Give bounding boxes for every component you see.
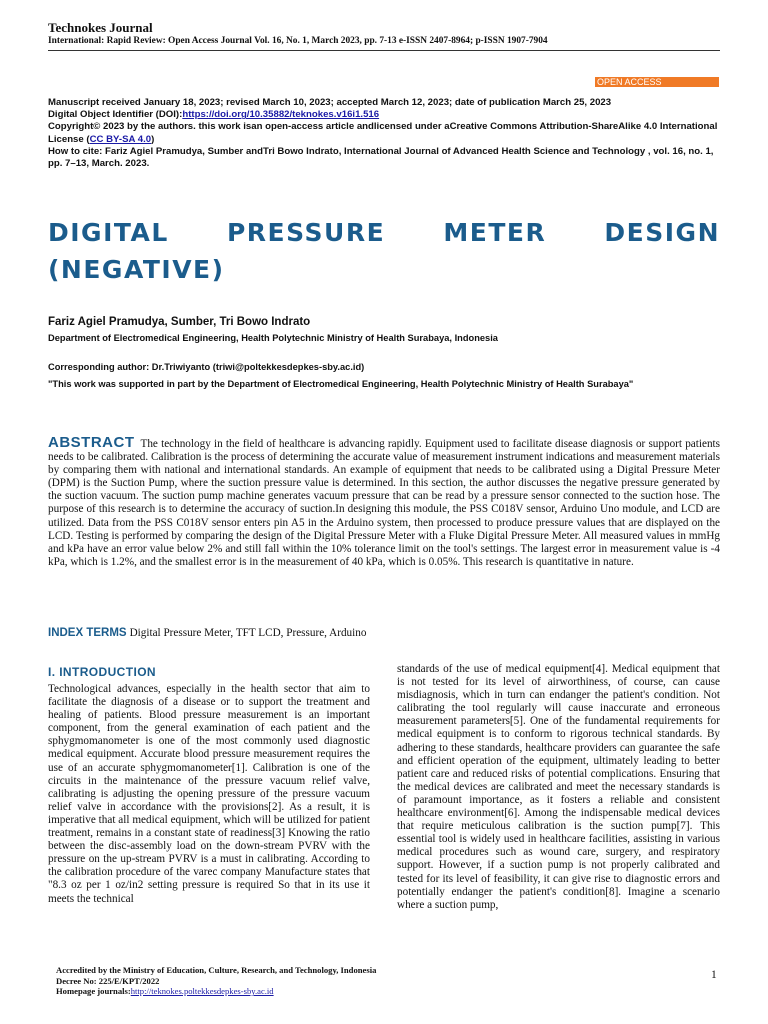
copyright-text: Copyright© 2023 by the authors. this work isan open-access article andlicensed under aCreative Commons Attribution-ShareAlike 4.0 International License ( bbox=[48, 121, 718, 145]
page-number: 1 bbox=[711, 969, 717, 981]
copyright-line bbox=[48, 121, 720, 145]
open-access-badge: OPEN ACCESS bbox=[595, 77, 719, 87]
introduction-heading: I. INTRODUCTION bbox=[48, 665, 156, 679]
abstract-text: The technology in the field of healthcare is advancing rapidly. Equipment used to facilitate disease diagnosis or support patients needs to be calibrated. Calibration is the process of determining the accurate value of measurement instrument indications and measurement materials by comparing them with national and international standards. An example of equipment that needs to be calibrated using a Digital Pressure Meter (DPM) is the Suction Pump, where the suction pressure value is determined. In this section, the author discusses the negative pressure generated by the suction vacuum. The suction pump machine generates vacuum pressure that can be read by a pressure sensor connected to the suction hose. The purpose of this research is to determine the accuracy of suction.In designing this module, the PSS C018V sensor, Arduino Uno module, and LCD are utilized. Data from the PSS C018V sensor enters pin A5 in the Arduino system, then processed to produce pressure values that are displayed on the LCD. Testing is performed by comparing the design of the Digital Pressure Meter with a Fluke Digital Pressure Meter. All measured values in mmHg and kPa have an error value below 2% and still fall within the 10% tolerance limit on the tool's settings. The largest error in measurement value is -4 kPa, which is 1.2%, and the smallest error is in the measurement of 40 kPa, which is 0.05%. This research is quantitative in nature. bbox=[48, 438, 720, 568]
journal-name: Technokes Journal bbox=[48, 20, 153, 35]
introduction-left-column: Technological advances, especially in the health sector that aim to facilitate the diagnosis of a disease or to support the treatment and healing of patients. Blood pressure measurement is an important component, from the general examination of each patient and the sphygmomanometer is one of the most commonly used diagnostic medical equipment. Accurate blood pressure measurement requires the use of an accurate sphygmomanometer[1]. Calibration is one of the circuits in the maintenance of the pressure vacuum relief valve, calibrating is adjusting the opening pressure of the pressure vacuum relief valve in accordance with the provisions[2]. As a result, it is imperative that all medical equipment, which will be utilized for patient treatment, remains in a constant state of readiness[3] Knowing the ratio between the disc-assembly load on the down-stream PVRV with the pressure on the up-stream PVRV is a must in calibrating. According to the calibration procedure of the varec company Manufacture states that "8.3 oz per 1 oz/in2 setting pressure is required So that in its use it meets the technical bbox=[48, 683, 370, 905]
homepage-link[interactable]: http://teknokes.poltekkesdepkes-sby.ac.id bbox=[130, 986, 274, 997]
abstract bbox=[48, 436, 720, 569]
article-title: DIGITAL PRESSURE METER DESIGN (NEGATIVE) bbox=[48, 218, 720, 284]
doi-link[interactable]: https://doi.org/10.35882/teknokes.v16i1.516 bbox=[182, 109, 380, 121]
index-terms bbox=[48, 627, 720, 639]
introduction-right-column: standards of the use of medical equipment[4]. Medical equipment that is not tested for its level of airworthiness, of course, can cause misdiagnosis, which in turn can endanger the patient's condition. Not calibrating the tool regularly will cause inaccurate and erroneous measurement parameters[5]. One of the fundamental requirements for medical equipment is to conform to rigorous technical standards. By adhering to these standards, healthcare providers can guarantee the safe and efficient operation of the equipment, ultimately leading to better patient care and reduced risks of potential complications. Ensuring that the medical devices are calibrated and meet the necessary standards is of paramount importance, as it fosters a reliable and consistent healthcare environment[6]. Among the indispensable medical devices that require meticulous calibration is the suction pump[7]. This essential tool is widely used in healthcare facilities, assisting in various medical procedures such as wound care, surgery, and respiratory support. However, if a suction pump is not properly calibrated and tested for its level of feasibility, it can give rise to diagnostic errors and potentially endanger the patient's condition[8]. Imagine a scenario where a suction pump, bbox=[397, 663, 720, 911]
doi-line bbox=[48, 109, 720, 121]
affiliation: Department of Electromedical Engineering, Health Polytechnic Ministry of Health Surabaya, Indonesia bbox=[48, 333, 498, 343]
decree: Decree No: 225/E/KPT/2022 bbox=[56, 975, 160, 986]
journal-info: International: Rapid Review: Open Access Journal Vol. 16, No. 1, March 2023, pp. 7-13 e-ISSN 2407-8964; p-ISSN 1907-7904 bbox=[48, 36, 548, 46]
article-metadata bbox=[48, 97, 720, 170]
homepage-label: Homepage journals: bbox=[56, 986, 131, 997]
corresponding-author: Corresponding author: Dr.Triwiyanto (triwi@poltekkesdepkes-sby.ac.id) bbox=[48, 362, 365, 372]
license-link[interactable]: CC BY-SA 4.0 bbox=[89, 133, 152, 145]
index-terms-text: Digital Pressure Meter, TFT LCD, Pressure, Arduino bbox=[129, 627, 367, 639]
copyright-close: ) bbox=[151, 133, 155, 145]
authors: Fariz Agiel Pramudya, Sumber, Tri Bowo Indrato bbox=[48, 316, 311, 328]
header-rule bbox=[48, 50, 720, 51]
doi-label: Digital Object Identifier (DOI): bbox=[48, 109, 183, 121]
abstract-heading: ABSTRACT bbox=[48, 434, 135, 451]
funding-statement: "This work was supported in part by the Department of Electromedical Engineering, Health Polytechnic Ministry of Health Surabaya" bbox=[48, 379, 634, 389]
homepage-line bbox=[56, 986, 476, 997]
citation: How to cite: Fariz Agiel Pramudya, Sumber andTri Bowo Indrato, International Journal of Advanced Health Science and Technology , vol. 16, no. 1, pp. 7–13, March. 2023. bbox=[48, 145, 714, 170]
manuscript-dates: Manuscript received January 18, 2023; revised March 10, 2023; accepted March 12, 2023; date of publication March 25, 2023 bbox=[48, 97, 612, 108]
index-terms-heading: INDEX TERMS bbox=[48, 627, 127, 639]
footer bbox=[56, 965, 476, 997]
accreditation: Accredited by the Ministry of Education, Culture, Research, and Technology, Indonesia bbox=[56, 965, 377, 975]
